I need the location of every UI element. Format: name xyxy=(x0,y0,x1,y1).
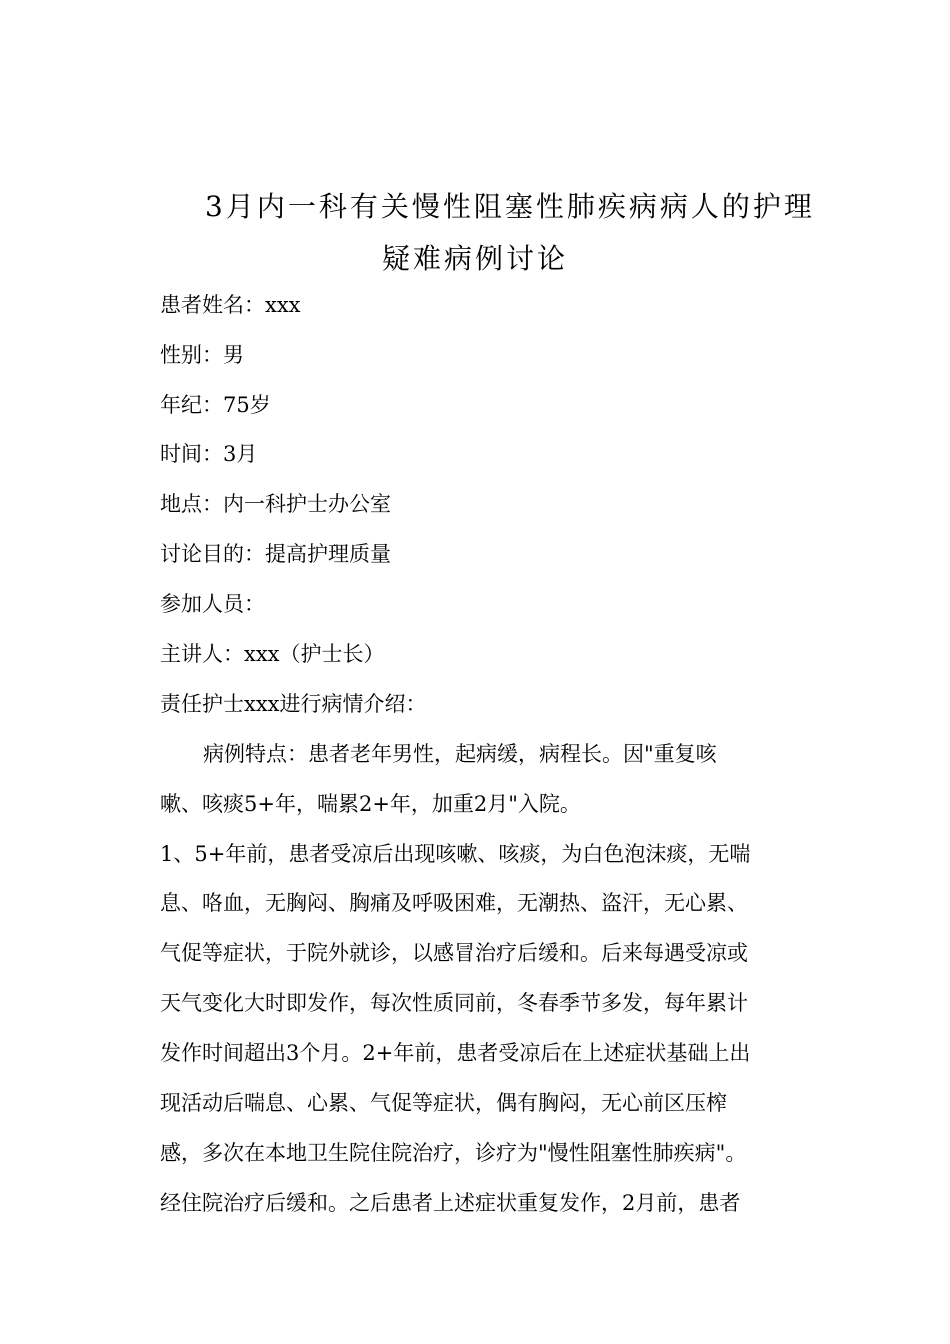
field-time: 时间：3月 xyxy=(160,442,258,466)
field-presenter: 主讲人：xxx（护士长） xyxy=(160,642,385,666)
paragraph2-line7: 感，多次在本地卫生院住院治疗，诊疗为"慢性阻塞性肺疾病"。 xyxy=(160,1141,747,1165)
field-age: 年纪：75岁 xyxy=(160,393,271,417)
field-gender: 性别：男 xyxy=(160,343,244,367)
document-title-line1: 3月内一科有关慢性阻塞性肺疾病病人的护理 xyxy=(205,190,815,223)
paragraph1-line1: 病例特点：患者老年男性，起病缓，病程长。因"重复咳 xyxy=(203,742,717,766)
paragraph2-line2: 息、咯血，无胸闷、胸痛及呼吸困难，无潮热、盗汗，无心累、 xyxy=(160,891,748,915)
paragraph2-line1: 1、5+年前，患者受凉后出现咳嗽、咳痰，为白色泡沫痰，无喘 xyxy=(160,842,751,866)
paragraph2-line3: 气促等症状，于院外就诊，以感冒治疗后缓和。后来每遇受凉或 xyxy=(160,941,748,965)
paragraph2-line4: 天气变化大时即发作，每次性质同前，冬春季节多发，每年累计 xyxy=(160,991,748,1015)
paragraph1-line2: 嗽、咳痰5+年，喘累2+年，加重2月"入院。 xyxy=(160,792,581,816)
field-purpose: 讨论目的：提高护理质量 xyxy=(160,542,391,566)
paragraph2-line5: 发作时间超出3个月。2+年前，患者受凉后在上述症状基础上出 xyxy=(160,1041,751,1065)
field-location: 地点：内一科护士办公室 xyxy=(160,492,391,516)
field-nurse-intro: 责任护士xxx进行病情介绍： xyxy=(160,692,427,716)
field-patient-name: 患者姓名：xxx xyxy=(160,293,301,317)
paragraph2-line8: 经住院治疗后缓和。之后患者上述症状重复发作，2月前，患者 xyxy=(160,1191,741,1215)
field-participants: 参加人员： xyxy=(160,592,265,616)
document-title-line2: 疑难病例讨论 xyxy=(381,242,568,275)
paragraph2-line6: 现活动后喘息、心累、气促等症状，偶有胸闷，无心前区压榨 xyxy=(160,1091,727,1115)
